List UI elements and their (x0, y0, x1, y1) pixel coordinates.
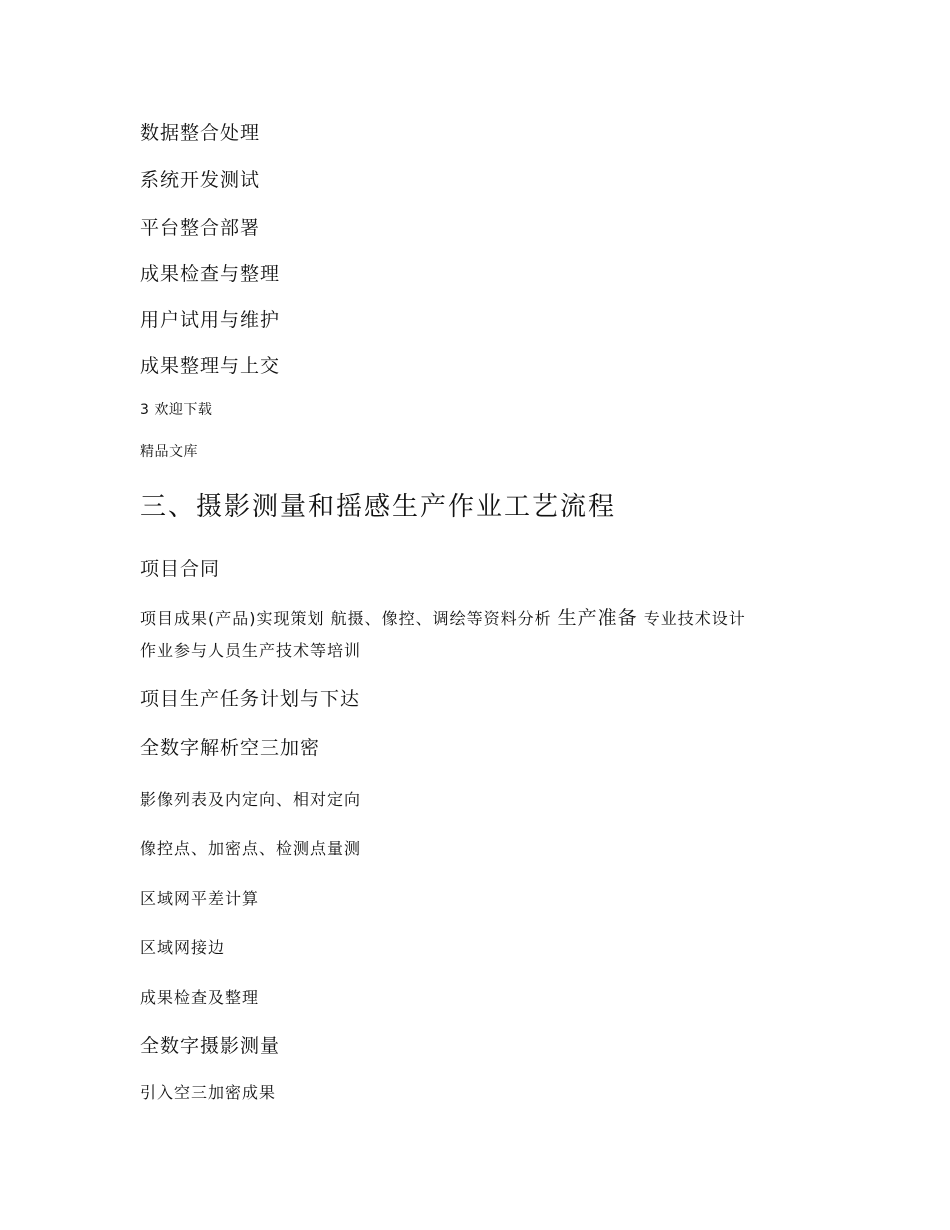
text-line: 项目合同 (140, 558, 221, 580)
text-line: 作业参与人员生产技术等培训 (140, 641, 362, 660)
text-line: 引入空三加密成果 (140, 1083, 277, 1102)
text-segment: 项目成果(产品)实现策划 航摄、像控、调绘等资料分析 (140, 609, 558, 628)
text-line: 平台整合部署 (140, 217, 261, 239)
text-line (140, 603, 746, 630)
text-segment: 专业技术设计 (637, 609, 746, 628)
section-heading: 三、摄影测量和摇感生产作业工艺流程 (140, 492, 617, 522)
text-segment-large: 生产准备 (557, 607, 638, 629)
text-line: 成果检查及整理 (140, 988, 260, 1007)
text-line: 精品文库 (140, 444, 198, 460)
text-line: 系统开发测试 (140, 169, 261, 191)
text-line: 区域网平差计算 (140, 889, 260, 908)
text-line: 全数字解析空三加密 (140, 737, 321, 759)
text-line: 全数字摄影测量 (140, 1035, 281, 1057)
text-line: 数据整合处理 (140, 122, 261, 144)
text-line: 成果检查与整理 (140, 263, 281, 285)
text-line: 3 欢迎下载 (140, 402, 213, 418)
text-line: 成果整理与上交 (140, 355, 281, 377)
text-line: 区域网接边 (140, 938, 226, 957)
text-line: 用户试用与维护 (140, 309, 281, 331)
text-line: 影像列表及内定向、相对定向 (140, 790, 362, 809)
text-line: 像控点、加密点、检测点量测 (140, 839, 362, 858)
text-line: 项目生产任务计划与下达 (140, 688, 361, 710)
